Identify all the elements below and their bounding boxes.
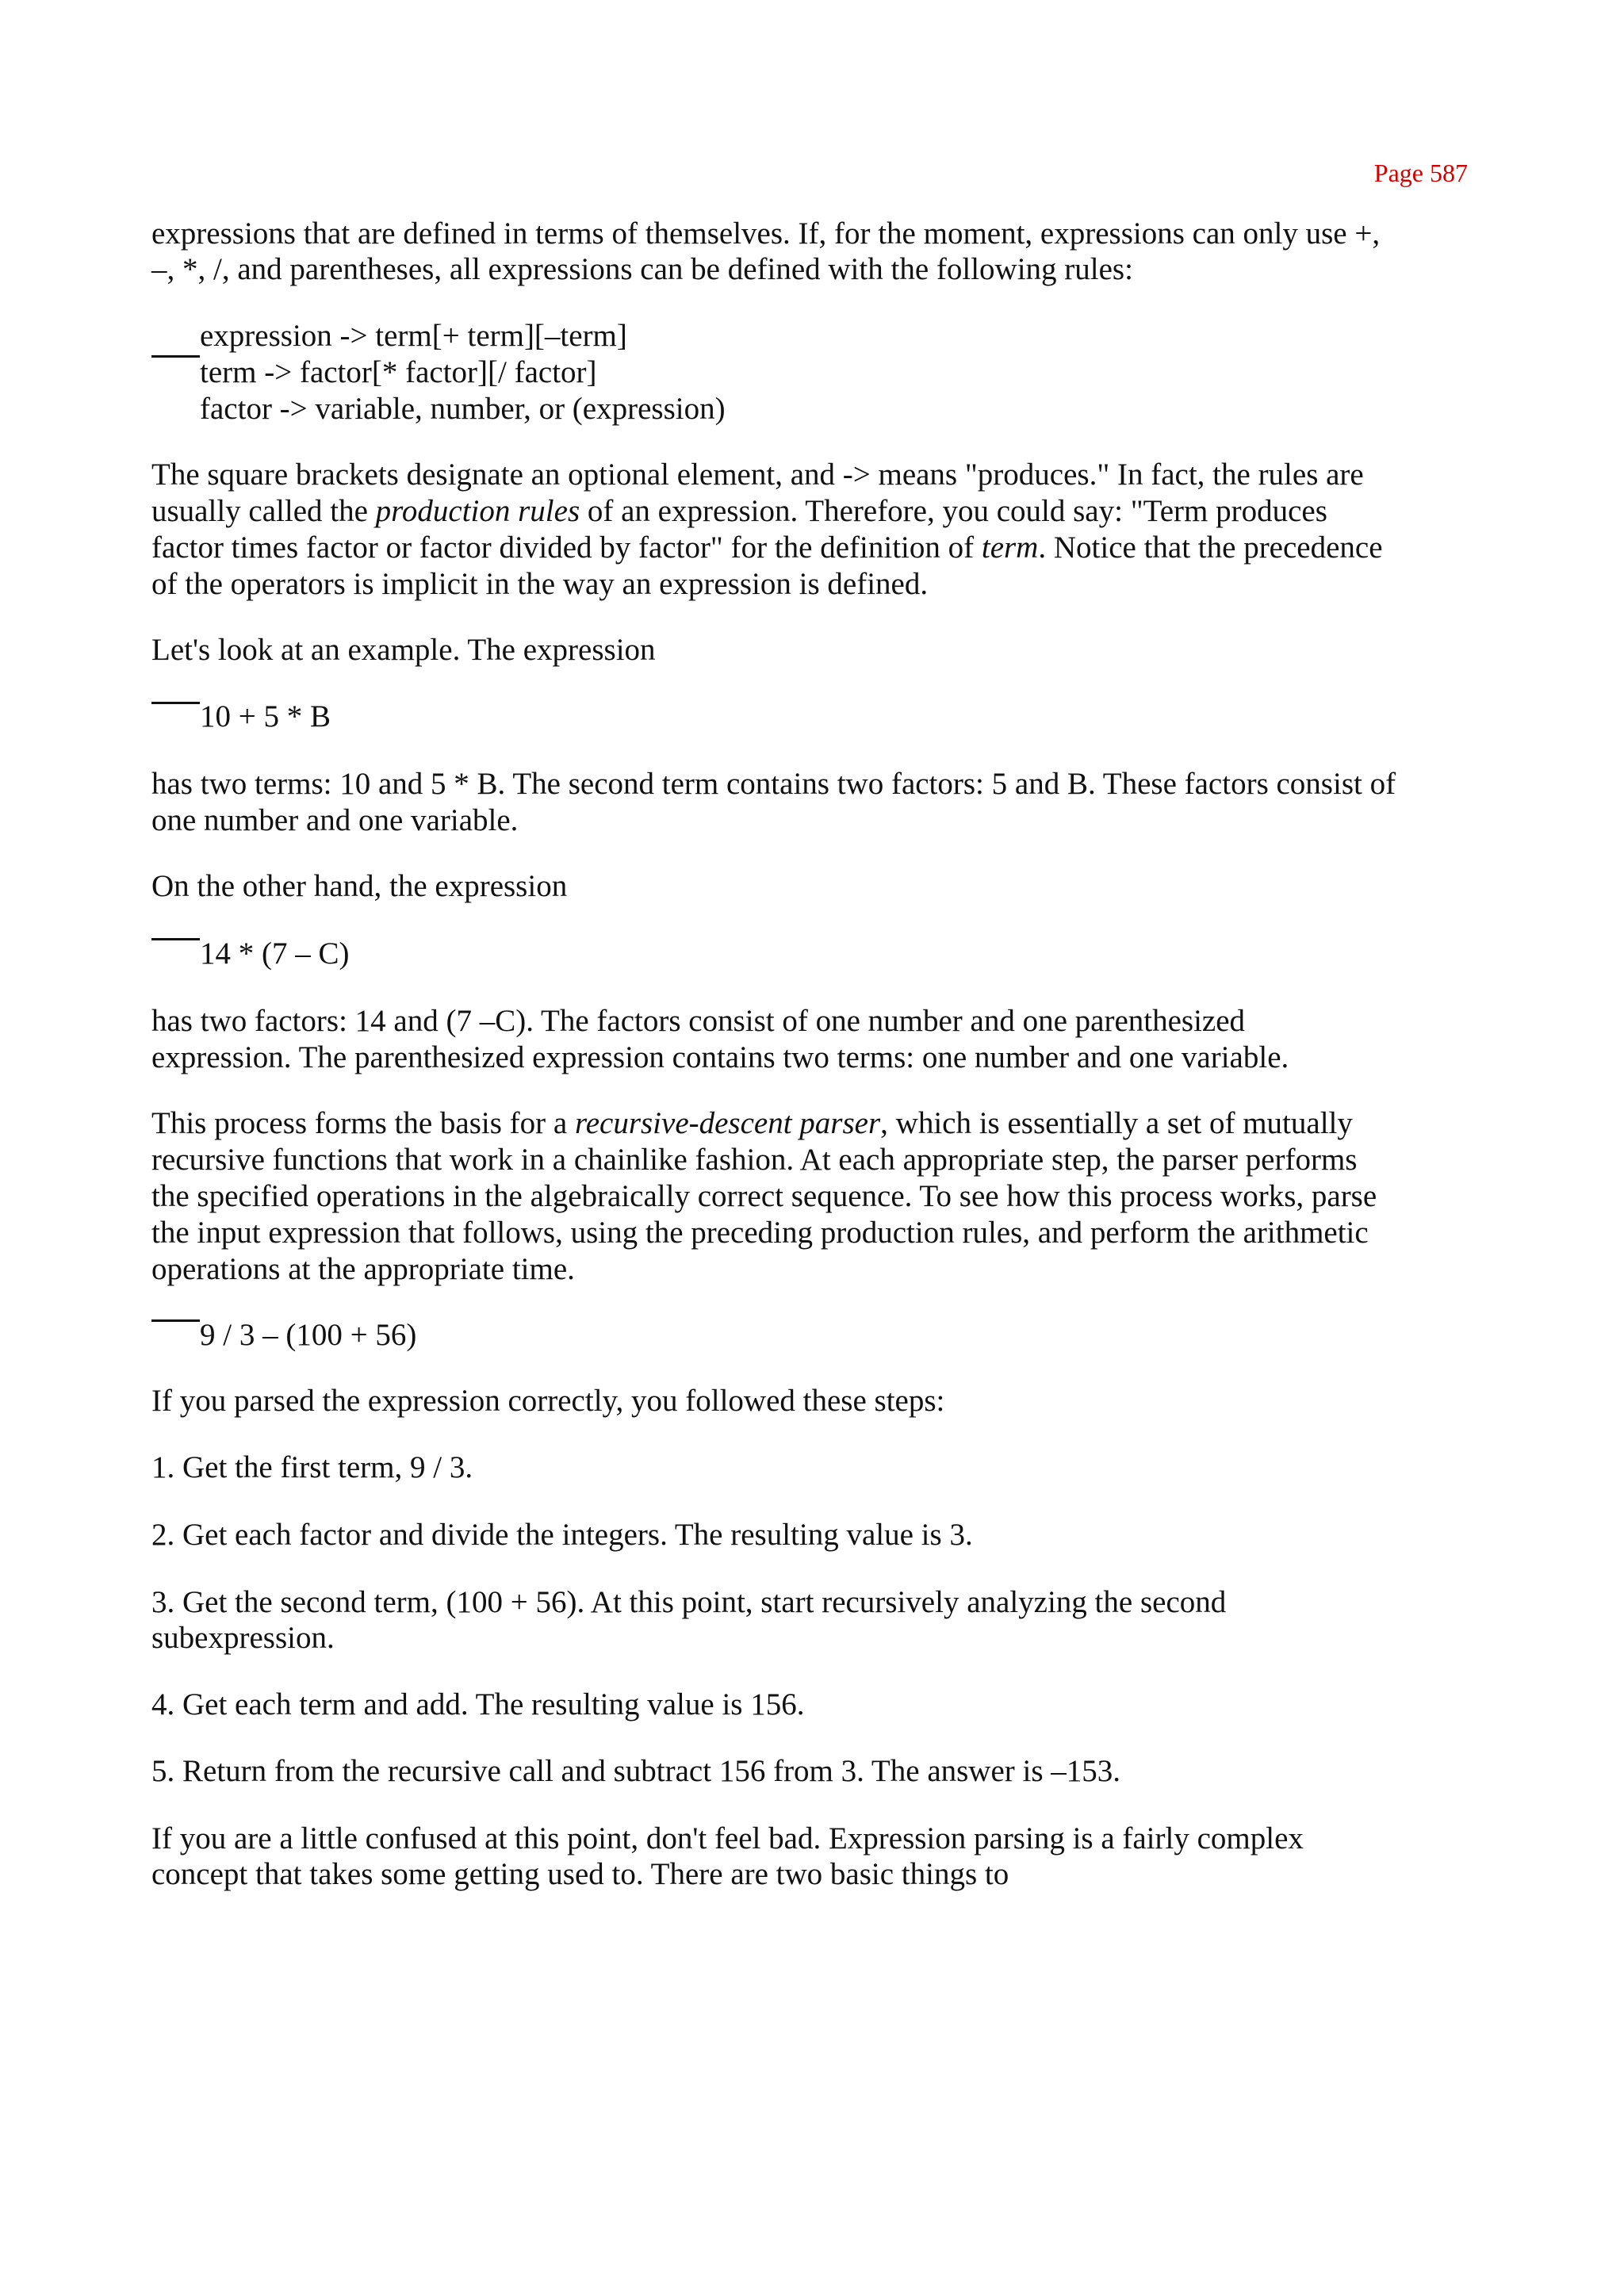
text-line: operations at the appropriate time.	[151, 1252, 575, 1286]
paragraph-steps-intro	[151, 1383, 944, 1419]
italic-term-term: term	[981, 530, 1039, 565]
text-line: concept that takes some getting used to. There are two basic things to	[151, 1857, 1009, 1891]
step-3	[151, 1584, 1226, 1656]
step-5	[151, 1753, 1120, 1790]
text-line: 5. Return from the recursive call and subtract 156 from 3. The answer is –153.	[151, 1754, 1121, 1788]
text-line: If you are a little confused at this point, don't feel bad. Expression parsing is a fairly complex	[151, 1821, 1304, 1855]
text-line: expression. The parenthesized expression contains two terms: one number and one variable.	[151, 1040, 1289, 1074]
paragraph-confused	[151, 1821, 1304, 1892]
code-expression-3	[200, 1317, 416, 1354]
step-4	[151, 1687, 804, 1723]
text-segment: , which is essentially a set of mutually	[880, 1106, 1353, 1140]
text-line: 2. Get each factor and divide the integers. The resulting value is 3.	[151, 1518, 973, 1552]
paragraph-two-factors	[151, 1003, 1289, 1076]
paragraph-two-terms	[151, 766, 1396, 839]
paragraph-square-brackets	[151, 457, 1383, 603]
text-line: recursive functions that work in a chainlike fashion. At each appropriate step, the parser performs	[151, 1143, 1358, 1177]
paragraph-intro	[151, 216, 1380, 287]
paragraph-recursive-descent	[151, 1105, 1377, 1288]
text-line	[151, 493, 1383, 530]
code-marker-line	[151, 355, 200, 358]
text-segment: of an expression. Therefore, you could say: "Term produces	[580, 494, 1327, 528]
text-line: If you parsed the expression correctly, you followed these steps:	[151, 1384, 945, 1418]
text-line: 1. Get the first term, 9 / 3.	[151, 1450, 473, 1484]
paragraph-other-hand	[151, 868, 567, 905]
code-line: 14 * (7 – C)	[200, 936, 350, 971]
code-line: 9 / 3 – (100 + 56)	[200, 1318, 417, 1352]
text-segment: This process forms the basis for a	[151, 1106, 575, 1140]
text-line: On the other hand, the expression	[151, 869, 568, 903]
code-expression-2	[200, 936, 350, 972]
text-line: Let's look at an example. The expression	[151, 633, 656, 667]
text-segment: factor times factor or factor divided by factor" for the definition of	[151, 530, 982, 565]
text-line: has two factors: 14 and (7 –C). The factors consist of one number and one parenthesized	[151, 1004, 1246, 1038]
step-1	[151, 1450, 473, 1486]
text-line: one number and one variable.	[151, 803, 519, 837]
italic-term-recursive-descent-parser: recursive-descent parser	[574, 1106, 881, 1140]
text-segment: usually called the	[151, 494, 376, 528]
text-line: subexpression.	[151, 1621, 335, 1655]
rule-factor: factor -> variable, number, or (expression)	[200, 392, 726, 426]
text-line: the input expression that follows, using the preceding production rules, and perform the arithmetic	[151, 1216, 1369, 1250]
text-line: The square brackets designate an optional element, and -> means "produces." In fact, the rules are	[151, 458, 1364, 492]
production-rules-block	[200, 318, 726, 427]
text-segment: . Notice that the precedence	[1038, 530, 1383, 565]
text-line: –, *, /, and parentheses, all expressions can be defined with the following rules:	[151, 252, 1133, 286]
text-line: 3. Get the second term, (100 + 56). At this point, start recursively analyzing the second	[151, 1585, 1227, 1619]
text-line: 4. Get each term and add. The resulting value is 156.	[151, 1687, 805, 1721]
text-line	[151, 530, 1383, 566]
code-marker-line	[151, 938, 200, 940]
code-marker-line	[151, 1319, 200, 1322]
code-line: 10 + 5 * B	[200, 699, 331, 733]
text-line: expressions that are defined in terms of themselves. If, for the moment, expressions can only use +,	[151, 216, 1381, 251]
text-line: has two terms: 10 and 5 * B. The second term contains two factors: 5 and B. These factors consist of	[151, 767, 1396, 801]
code-expression-1	[200, 699, 331, 735]
italic-term-production-rules: production rules	[375, 494, 580, 528]
text-line	[151, 1105, 1377, 1142]
text-line: the specified operations in the algebraically correct sequence. To see how this process works, parse	[151, 1179, 1377, 1213]
rule-term: term -> factor[* factor][/ factor]	[200, 355, 597, 389]
paragraph-example-intro	[151, 632, 656, 668]
code-marker-line	[151, 702, 200, 704]
step-2	[151, 1517, 973, 1553]
page-number: Page 587	[1373, 159, 1468, 187]
rule-expression: expression -> term[+ term][–term]	[200, 319, 627, 353]
text-line: of the operators is implicit in the way an expression is defined.	[151, 567, 929, 601]
